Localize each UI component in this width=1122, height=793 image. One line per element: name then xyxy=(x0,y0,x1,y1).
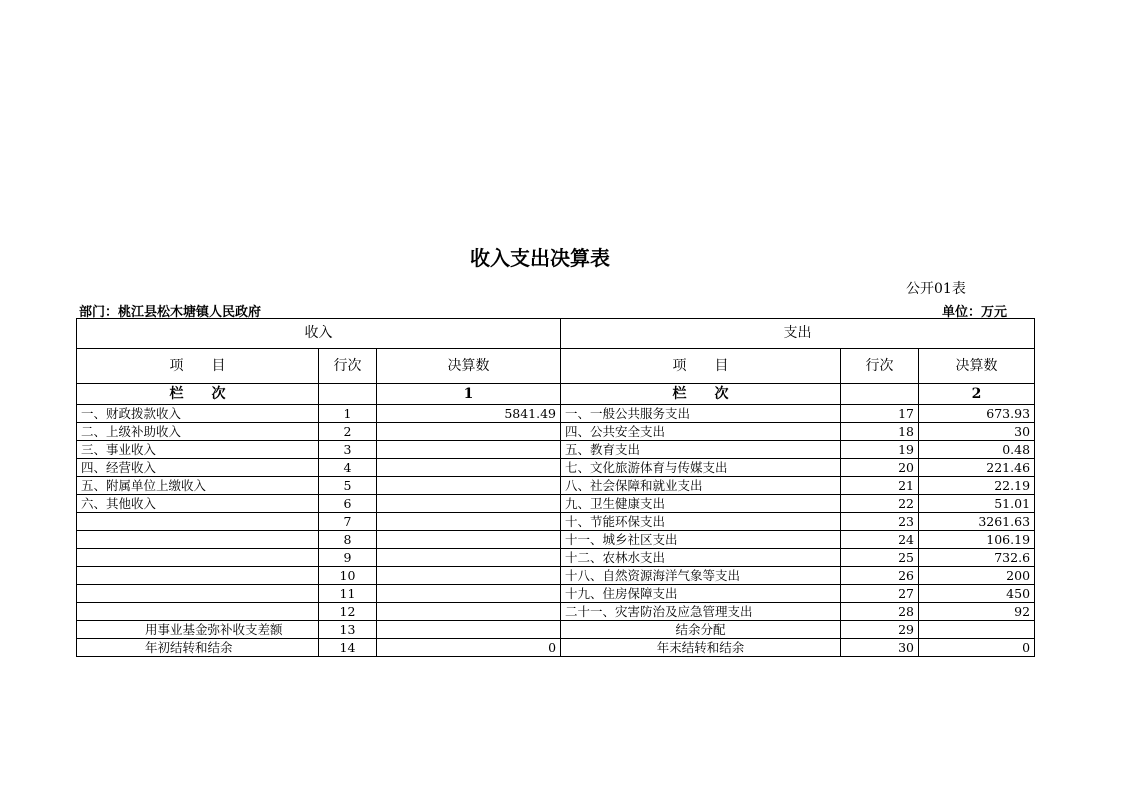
expense-amount-cell: 106.19 xyxy=(919,531,1035,549)
expense-amount-cell xyxy=(919,621,1035,639)
table-row xyxy=(77,459,1035,477)
expense-item-cell: 结余分配 xyxy=(561,621,841,639)
income-amount-cell: 0 xyxy=(377,639,561,657)
expense-amount-cell: 200 xyxy=(919,567,1035,585)
income-line-cell: 4 xyxy=(319,459,377,477)
expense-item-cell: 十八、自然资源海洋气象等支出 xyxy=(561,567,841,585)
income-line-cell: 13 xyxy=(319,621,377,639)
table-row xyxy=(77,567,1035,585)
income-line-cell: 14 xyxy=(319,639,377,657)
table-row xyxy=(77,405,1035,423)
expense-line-header: 行次 xyxy=(841,349,919,384)
column-number-row xyxy=(77,384,1035,405)
page-title: 收入支出决算表 xyxy=(470,246,610,270)
income-amount-cell xyxy=(377,621,561,639)
section-header-row xyxy=(77,319,1035,349)
income-item-cell: 用事业基金弥补收支差额 xyxy=(77,621,319,639)
income-line-cell: 10 xyxy=(319,567,377,585)
income-line-header: 行次 xyxy=(319,349,377,384)
income-item-cell: 一、财政拨款收入 xyxy=(77,405,319,423)
expense-item-cell: 八、社会保障和就业支出 xyxy=(561,477,841,495)
table-row xyxy=(77,423,1035,441)
income-item-cell xyxy=(77,567,319,585)
income-expense-table xyxy=(76,318,1035,657)
table-row xyxy=(77,549,1035,567)
income-line-cell: 6 xyxy=(319,495,377,513)
expense-amount-cell: 221.46 xyxy=(919,459,1035,477)
expense-line-cell: 22 xyxy=(841,495,919,513)
expense-lanci-blank xyxy=(841,384,919,405)
income-amount-cell xyxy=(377,549,561,567)
expense-line-cell: 24 xyxy=(841,531,919,549)
expense-line-cell: 25 xyxy=(841,549,919,567)
expense-item-cell: 十、节能环保支出 xyxy=(561,513,841,531)
expense-amount-cell: 51.01 xyxy=(919,495,1035,513)
expense-line-cell: 20 xyxy=(841,459,919,477)
department-label: 部门：桃江县松木塘镇人民政府 xyxy=(79,305,262,320)
footer-row xyxy=(77,639,1035,657)
form-number: 公开01表 xyxy=(906,281,966,297)
expense-amount-cell: 22.19 xyxy=(919,477,1035,495)
income-line-cell: 8 xyxy=(319,531,377,549)
expense-amount-cell: 673.93 xyxy=(919,405,1035,423)
income-item-cell xyxy=(77,603,319,621)
income-amount-cell xyxy=(377,495,561,513)
expense-section-header: 支出 xyxy=(561,319,1035,349)
income-line-cell: 1 xyxy=(319,405,377,423)
expense-lanci-label: 栏 次 xyxy=(561,384,841,405)
income-line-cell: 3 xyxy=(319,441,377,459)
income-column-number: 1 xyxy=(377,384,561,405)
table-row xyxy=(77,603,1035,621)
expense-line-cell: 29 xyxy=(841,621,919,639)
expense-line-cell: 27 xyxy=(841,585,919,603)
expense-item-header: 项 目 xyxy=(561,349,841,384)
income-item-header: 项 目 xyxy=(77,349,319,384)
income-item-cell: 二、上级补助收入 xyxy=(77,423,319,441)
footer-row xyxy=(77,621,1035,639)
expense-line-cell: 19 xyxy=(841,441,919,459)
income-line-cell: 2 xyxy=(319,423,377,441)
table-row xyxy=(77,477,1035,495)
income-item-cell xyxy=(77,513,319,531)
expense-item-cell: 九、卫生健康支出 xyxy=(561,495,841,513)
income-lanci-label: 栏 次 xyxy=(77,384,319,405)
income-amount-cell xyxy=(377,459,561,477)
income-line-cell: 9 xyxy=(319,549,377,567)
income-item-cell xyxy=(77,549,319,567)
income-line-cell: 11 xyxy=(319,585,377,603)
income-lanci-blank xyxy=(319,384,377,405)
income-amount-cell xyxy=(377,423,561,441)
expense-amount-cell: 0 xyxy=(919,639,1035,657)
expense-column-number: 2 xyxy=(919,384,1035,405)
income-line-cell: 7 xyxy=(319,513,377,531)
expense-line-cell: 18 xyxy=(841,423,919,441)
income-item-cell: 五、附属单位上缴收入 xyxy=(77,477,319,495)
expense-amount-cell: 732.6 xyxy=(919,549,1035,567)
expense-line-cell: 17 xyxy=(841,405,919,423)
expense-item-cell: 一、一般公共服务支出 xyxy=(561,405,841,423)
expense-item-cell: 四、公共安全支出 xyxy=(561,423,841,441)
expense-line-cell: 28 xyxy=(841,603,919,621)
expense-line-cell: 26 xyxy=(841,567,919,585)
income-item-cell: 年初结转和结余 xyxy=(77,639,319,657)
income-amount-cell xyxy=(377,603,561,621)
expense-amount-cell: 92 xyxy=(919,603,1035,621)
expense-item-cell: 十二、农林水支出 xyxy=(561,549,841,567)
income-section-header: 收入 xyxy=(77,319,561,349)
expense-line-cell: 23 xyxy=(841,513,919,531)
income-item-cell: 六、其他收入 xyxy=(77,495,319,513)
income-item-cell xyxy=(77,531,319,549)
expense-item-cell: 五、教育支出 xyxy=(561,441,841,459)
income-line-cell: 12 xyxy=(319,603,377,621)
expense-item-cell: 年末结转和结余 xyxy=(561,639,841,657)
expense-amount-cell: 0.48 xyxy=(919,441,1035,459)
unit-label: 单位：万元 xyxy=(942,305,1008,320)
income-amount-cell xyxy=(377,513,561,531)
income-amount-cell xyxy=(377,441,561,459)
expense-amount-cell: 3261.63 xyxy=(919,513,1035,531)
expense-amount-header: 决算数 xyxy=(919,349,1035,384)
expense-item-cell: 十九、住房保障支出 xyxy=(561,585,841,603)
table-row xyxy=(77,531,1035,549)
income-item-cell xyxy=(77,585,319,603)
expense-item-cell: 二十一、灾害防治及应急管理支出 xyxy=(561,603,841,621)
expense-item-cell: 十一、城乡社区支出 xyxy=(561,531,841,549)
income-line-cell: 5 xyxy=(319,477,377,495)
expense-item-cell: 七、文化旅游体育与传媒支出 xyxy=(561,459,841,477)
income-amount-header: 决算数 xyxy=(377,349,561,384)
income-amount-cell xyxy=(377,567,561,585)
income-amount-cell: 5841.49 xyxy=(377,405,561,423)
table-row xyxy=(77,585,1035,603)
expense-line-cell: 21 xyxy=(841,477,919,495)
column-header-row xyxy=(77,349,1035,384)
expense-amount-cell: 30 xyxy=(919,423,1035,441)
expense-amount-cell: 450 xyxy=(919,585,1035,603)
table-row xyxy=(77,513,1035,531)
income-amount-cell xyxy=(377,477,561,495)
income-amount-cell xyxy=(377,585,561,603)
table-row xyxy=(77,495,1035,513)
table-row xyxy=(77,441,1035,459)
income-item-cell: 三、事业收入 xyxy=(77,441,319,459)
expense-line-cell: 30 xyxy=(841,639,919,657)
income-item-cell: 四、经营收入 xyxy=(77,459,319,477)
income-amount-cell xyxy=(377,531,561,549)
